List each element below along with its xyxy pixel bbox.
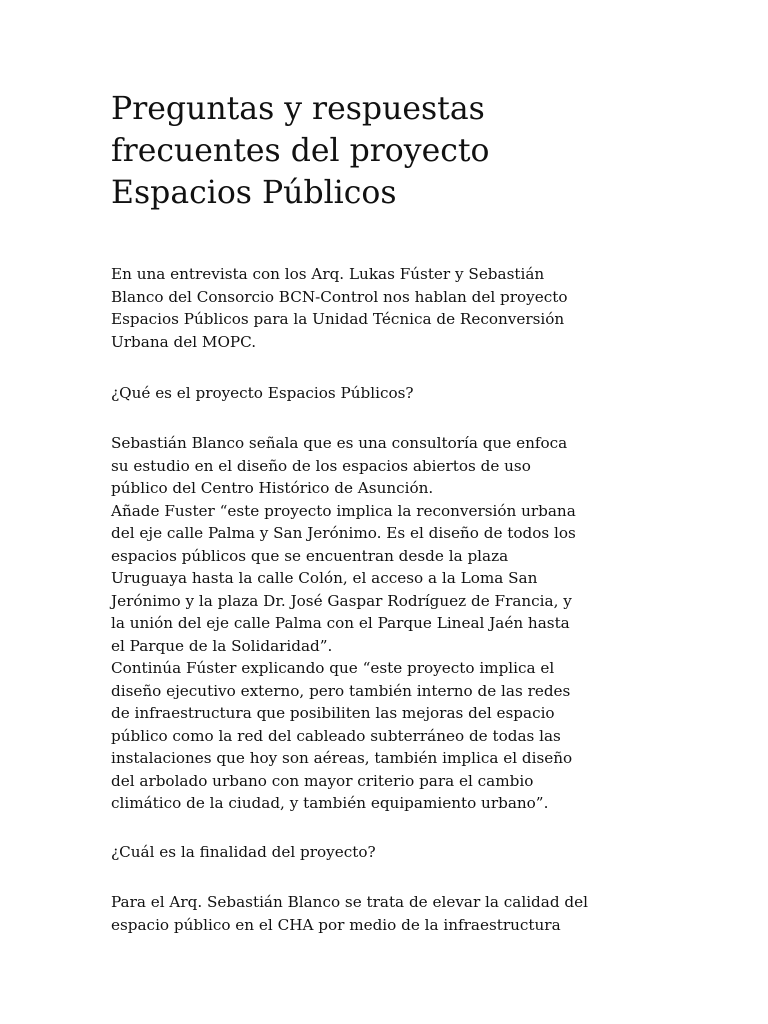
answer-paragraph-1	[111, 432, 671, 815]
document-title	[111, 88, 671, 214]
text-line: Para el Arq. Sebastián Blanco se trata de elevar la calidad del	[111, 893, 588, 911]
text-line: Continúa Fúster explicando que “este proyecto implica el	[111, 659, 555, 677]
title-line: Preguntas y respuestas	[111, 91, 485, 127]
question-heading-2	[111, 841, 671, 864]
text-line: del eje calle Palma y San Jerónimo. Es el diseño de todos los	[111, 524, 576, 542]
text-line: público del Centro Histórico de Asunción.	[111, 479, 434, 497]
text-line: Blanco del Consorcio BCN-Control nos hablan del proyecto	[111, 287, 568, 306]
answer-paragraph-2	[111, 891, 671, 936]
text-line: Jerónimo y la plaza Dr. José Gaspar Rodríguez de Francia, y	[111, 591, 572, 610]
text-line: Urbana del MOPC.	[111, 332, 257, 351]
title-line: frecuentes del proyecto	[111, 133, 490, 169]
text-line: del arbolado urbano con mayor criterio para el cambio	[111, 771, 534, 790]
text-line: En una entrevista con los Arq. Lukas Fúster y Sebastián	[111, 265, 545, 283]
intro-paragraph	[111, 263, 671, 353]
text-line: Añade Fuster “este proyecto implica la reconversión urbana	[111, 501, 576, 520]
question-text: ¿Cuál es la finalidad del proyecto?	[111, 843, 376, 861]
text-line: diseño ejecutivo externo, pero también interno de las redes	[111, 681, 571, 700]
text-line: la unión del eje calle Palma con el Parque Lineal Jaén hasta	[111, 614, 570, 632]
question-heading-1	[111, 382, 671, 405]
title-line: Espacios Públicos	[111, 175, 397, 211]
text-line: público como la red del cableado subterráneo de todas las	[111, 726, 561, 745]
text-line: de infraestructura que posibiliten las mejoras del espacio	[111, 704, 555, 722]
text-line: Espacios Públicos para la Unidad Técnica de Reconversión	[111, 310, 565, 328]
text-line: el Parque de la Solidaridad”.	[111, 636, 333, 655]
text-line: Uruguaya hasta la calle Colón, el acceso a la Loma San	[111, 569, 538, 587]
text-line: instalaciones que hoy son aéreas, también implica el diseño	[111, 749, 573, 767]
text-line: climático de la ciudad, y también equipamiento urbano”.	[111, 794, 549, 812]
text-line: Sebastián Blanco señala que es una consultoría que enfoca	[111, 434, 568, 452]
text-line: espacio público en el CHA por medio de la infraestructura	[111, 915, 561, 934]
question-text: ¿Qué es el proyecto Espacios Públicos?	[111, 384, 414, 402]
text-line: espacios públicos que se encuentran desde la plaza	[111, 546, 509, 565]
text-line: su estudio en el diseño de los espacios abiertos de uso	[111, 456, 531, 475]
